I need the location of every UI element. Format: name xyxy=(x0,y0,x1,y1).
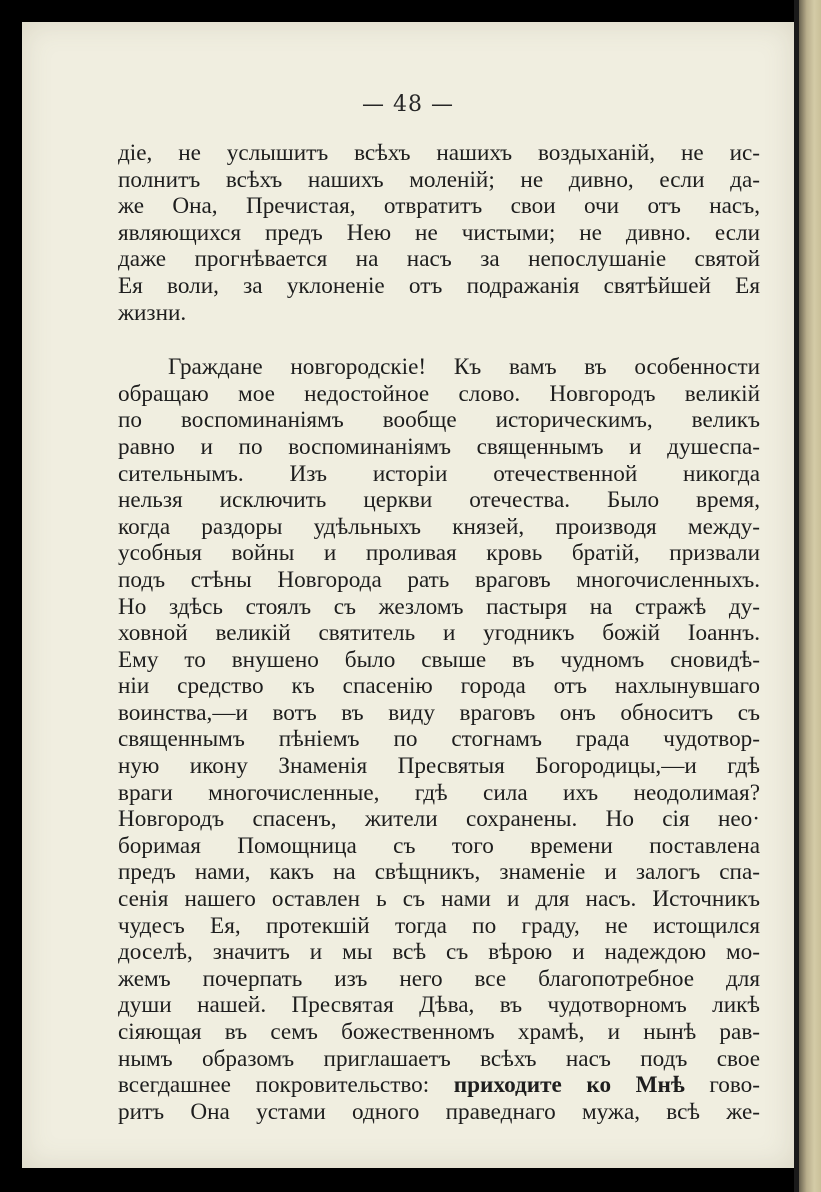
text-line-emphasis xyxy=(118,1072,760,1099)
text-line: ховной великій святитель и угодникъ божій Іоаннъ. xyxy=(118,620,760,647)
text-line: являющихся предъ Нею не чистыми; не дивно. если xyxy=(118,219,760,246)
text-line: нымъ образомъ приглашаетъ всѣхъ насъ подъ свое xyxy=(118,1045,760,1072)
text-line: нельзя исключить церкви отечества. Было время, xyxy=(118,487,760,514)
text-line: Новгородъ спасенъ, жители сохранены. Но сія нео· xyxy=(118,806,760,833)
adjacent-page-edge xyxy=(799,0,821,1192)
text-line: Граждане новгородскіе! Къ вамъ въ особенности xyxy=(168,354,760,381)
emphasized-quote: приходите ко Мнѣ xyxy=(453,1072,685,1099)
text-line: враги многочисленные, гдѣ сила ихъ неодолимая? xyxy=(118,779,760,806)
text-line: воинства,—и вотъ въ виду враговъ онъ обноситъ съ xyxy=(118,699,760,726)
text-line: подъ стѣны Новгорода рать враговъ многочисленныхъ. xyxy=(118,566,760,593)
text-line: души нашей. Пресвятая Дѣва, въ чудотворномъ ликѣ xyxy=(118,992,760,1019)
page-number: — 48 — xyxy=(362,92,454,117)
text-line: сительнымъ. Изъ исторіи отечественной никогда xyxy=(118,460,760,487)
text-line: сенія нашего оставлен ь съ нами и для насъ. Источникъ xyxy=(118,886,760,913)
text-line: боримая Помощница съ того времени поставлена xyxy=(118,832,760,859)
paragraph-gap xyxy=(118,326,760,354)
text-line: діе, не услышитъ всѣхъ нашихъ воздыханій, не ис- xyxy=(118,140,760,166)
text-line: предъ нами, какъ на свѣщникъ, знаменіе и залогъ спа- xyxy=(118,859,760,886)
text-line: жизни. xyxy=(118,299,187,326)
text-line: обращаю мое недостойное слово. Новгородъ великій xyxy=(118,380,760,407)
paragraph-1 xyxy=(118,140,760,326)
text-line: полнитъ всѣхъ нашихъ моленій; не дивно, если да- xyxy=(118,166,760,193)
text-line: Ея воли, за уклоненіе отъ подражанія святѣйшей Ея xyxy=(118,272,760,299)
text-segment: гово- xyxy=(684,1072,760,1099)
text-line: ритъ Она устами одного праведнаго мужа, всѣ же- xyxy=(118,1098,760,1125)
text-line: даже прогнѣвается на насъ за непослушаніе святой xyxy=(118,246,760,273)
text-line: ную икону Знаменія Пресвятыя Богородицы,—и гдѣ xyxy=(118,753,760,780)
text-line: доселѣ, значитъ и мы всѣ съ вѣрою и надеждою мо- xyxy=(118,939,760,966)
text-line: равно и по воспоминаніямъ священнымъ и душеспа- xyxy=(118,433,760,460)
text-line: сіяющая въ семъ божественномъ храмѣ, и нынѣ рав- xyxy=(118,1019,760,1045)
text-line: усобныя войны и проливая кровь братій, призвали xyxy=(118,540,760,567)
paragraph-2 xyxy=(118,354,760,1125)
text-line: Ему то внушено было свыше въ чудномъ сновидѣ- xyxy=(118,646,760,673)
text-line: чудесъ Ея, протекшій тогда по граду, не истощился xyxy=(118,912,760,939)
text-line: Но здѣсь стоялъ съ жезломъ пастыря на стражѣ ду- xyxy=(118,593,760,620)
text-line: священнымъ пѣніемъ по стогнамъ града чудотвор- xyxy=(118,726,760,753)
text-line: жемъ почерпать изъ него все благопотребное для xyxy=(118,965,760,992)
text-segment: всегдашнее покровительство: xyxy=(118,1072,454,1099)
text-line: по воспоминаніямъ вообще историческимъ, великъ xyxy=(118,407,760,434)
text-line: когда раздоры удѣльныхъ князей, производя междy- xyxy=(118,513,760,540)
text-line: же Она, Пречистая, отвратитъ свои очи отъ насъ, xyxy=(118,193,760,220)
page-text xyxy=(118,140,760,1125)
text-line: ніи средство къ спасенію города отъ нахлынувшаго xyxy=(118,673,760,700)
book-page xyxy=(22,22,794,1168)
